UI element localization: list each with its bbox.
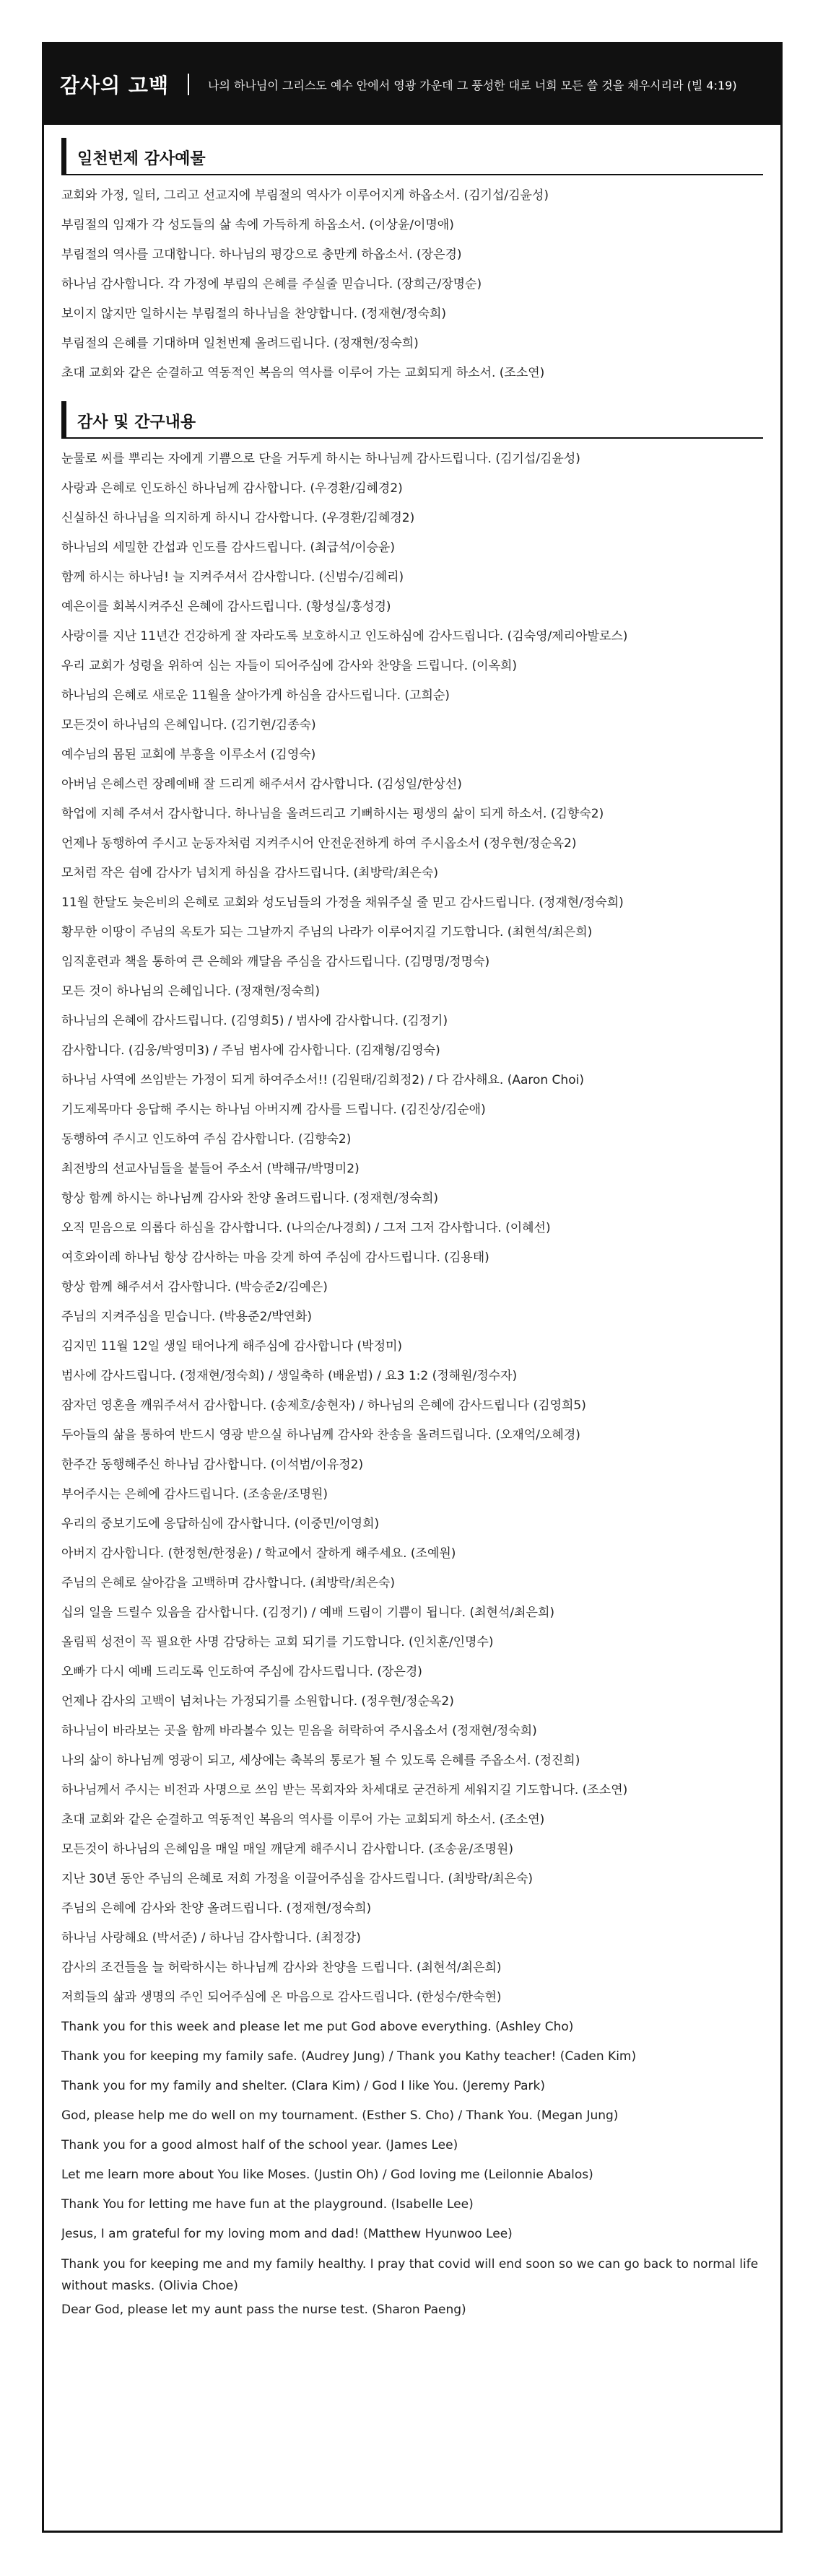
list-item: 항상 함께 하시는 하나님께 감사와 찬양 올려드립니다. (정재현/정숙희) bbox=[61, 1191, 439, 1206]
list-item: God, please help me do well on my tournament. (Esther S. Cho) / Thank You. (Megan Jung) bbox=[61, 2108, 619, 2123]
section-bar bbox=[61, 401, 66, 439]
section-bar bbox=[61, 138, 66, 175]
list-item: 나의 삶이 하나님께 영광이 되고, 세상에는 축복의 통로가 될 수 있도록 은혜를 주옵소서. (정진희) bbox=[61, 1753, 580, 1768]
list-item: 하나님의 세밀한 간섭과 인도를 감사드립니다. (최급석/이승윤) bbox=[61, 540, 395, 555]
list-item: 보이지 않지만 일하시는 부림절의 하나님을 찬양합니다. (정재현/정숙희) bbox=[61, 307, 447, 321]
list-item: 함께 하시는 하나님! 늘 지켜주셔서 감사합니다. (신범수/김혜리) bbox=[61, 570, 404, 584]
list-item: 올림픽 성전이 꼭 필요한 사명 감당하는 교회 되기를 기도합니다. (인치훈/인명수) bbox=[61, 1635, 494, 1650]
list-item: Thank you for keeping me and my family healthy. I pray that covid will end soon so we can go back to normal life without masks. (Olivia Choe) bbox=[61, 2257, 759, 2293]
list-item: 여호와이레 하나님 항상 감사하는 마음 갖게 하여 주심에 감사드립니다. (김용태) bbox=[61, 1250, 489, 1265]
section-header bbox=[61, 401, 763, 439]
list-item: 범사에 감사드립니다. (정재현/정숙희) / 생일축하 (배윤범) / 요3 1:2 (정해원/정수자) bbox=[61, 1369, 518, 1383]
list-item: 한주간 동행해주신 하나님 감사합니다. (이석범/이유정2) bbox=[61, 1458, 364, 1472]
list-item: 감사의 조건들을 늘 허락하시는 하나님께 감사와 찬양을 드립니다. (최현석/최은희) bbox=[61, 1961, 502, 1975]
list-item: 하나님의 은혜에 감사드립니다. (김영희5) / 범사에 감사합니다. (김정기) bbox=[61, 1014, 448, 1028]
list-item: 하나님의 은혜로 새로운 11월을 살아가게 하심을 감사드립니다. (고희순) bbox=[61, 688, 450, 703]
list-item: 저희들의 삶과 생명의 주인 되어주심에 온 마음으로 감사드립니다. (한성수/한숙현) bbox=[61, 1990, 502, 2005]
list-item: 모든것이 하나님의 은혜입니다. (김기현/김종숙) bbox=[61, 718, 316, 732]
list-item: 두아들의 삶을 통하여 반드시 영광 받으실 하나님께 감사와 찬송을 올려드립니다. (오재억/오혜경) bbox=[61, 1428, 580, 1442]
list-item: 잠자던 영혼을 깨워주셔서 감사합니다. (송제호/송현자) / 하나님의 은혜에 감사드립니다 (김영희5) bbox=[61, 1398, 586, 1413]
list-item: 항상 함께 해주셔서 감사합니다. (박승준2/김예은) bbox=[61, 1280, 328, 1294]
list-item: 초대 교회와 같은 순결하고 역동적인 복음의 역사를 이루어 가는 교회되게 하소서. (조소연) bbox=[61, 1813, 545, 1827]
list-item: 언제나 감사의 고백이 넘쳐나는 가정되기를 소원합니다. (정우현/정순옥2) bbox=[61, 1694, 454, 1709]
list-item: 동행하여 주시고 인도하여 주심 감사합니다. (김향숙2) bbox=[61, 1132, 352, 1147]
list-item: 하나님께서 주시는 비전과 사명으로 쓰임 받는 목회자와 차세대로 굳건하게 세워지길 기도합니다. (조소연) bbox=[61, 1783, 628, 1797]
list-item: 하나님 사랑해요 (박서준) / 하나님 감사합니다. (최정강) bbox=[61, 1931, 361, 1945]
list-item: 언제나 동행하여 주시고 눈동자처럼 지켜주시어 안전운전하게 하여 주시옵소서 (정우현/정순옥2) bbox=[61, 836, 577, 851]
list-item: Thank you for my family and shelter. (Clara Kim) / God I like You. (Jeremy Park) bbox=[61, 2079, 545, 2093]
list-item: 교회와 가정, 일터, 그리고 선교지에 부림절의 역사가 이루어지게 하옵소서. (김기섭/김윤성) bbox=[61, 188, 549, 203]
list-item: 예수님의 몸된 교회에 부흥을 이루소서 (김영숙) bbox=[61, 748, 316, 762]
list-item: 아버지 감사합니다. (한정현/한정윤) / 학교에서 잘하게 해주세요. (조예원) bbox=[61, 1546, 456, 1561]
list-item: 사랑이를 지난 11년간 건강하게 잘 자라도록 보호하시고 인도하심에 감사드립니다. (김숙영/제리아발로스) bbox=[61, 629, 628, 644]
list-item: 모처럼 작은 쉼에 감사가 넘치게 하심을 감사드립니다. (최방락/최은숙) bbox=[61, 866, 439, 880]
list-item: 신실하신 하나님을 의지하게 하시니 감사합니다. (우경환/김혜경2) bbox=[61, 511, 415, 525]
list-item: 김지민 11월 12일 생일 태어나게 해주심에 감사합니다 (박정미) bbox=[61, 1339, 403, 1354]
list-item: 하나님 감사합니다. 각 가정에 부림의 은혜를 주실줄 믿습니다. (장희근/장명순) bbox=[61, 277, 482, 292]
list-item: 하나님 사역에 쓰임받는 가정이 되게 하여주소서!! (김원태/김희정2) / 다 감사해요. (Aaron Choi) bbox=[61, 1073, 584, 1087]
list-item: 하나님이 바라보는 곳을 함께 바라볼수 있는 믿음을 허락하여 주시옵소서 (정재현/정숙희) bbox=[61, 1724, 537, 1738]
list-item: 우리 교회가 성령을 위하여 심는 자들이 되어주심에 감사와 찬양을 드립니다. (이옥희) bbox=[61, 659, 518, 673]
list-item: 부림절의 역사를 고대합니다. 하나님의 평강으로 충만케 하옵소서. (장은경) bbox=[61, 247, 462, 262]
section-header bbox=[61, 138, 763, 175]
list-item: 주님의 지켜주심을 믿습니다. (박용준2/박연화) bbox=[61, 1310, 313, 1324]
list-item: 최전방의 선교사님들을 붙들어 주소서 (박해규/박명미2) bbox=[61, 1162, 360, 1176]
list-item: 우리의 중보기도에 응답하심에 감사합니다. (이중민/이영희) bbox=[61, 1517, 380, 1531]
list-item: Let me learn more about You like Moses. (Justin Oh) / God loving me (Leilonnie Abalos) bbox=[61, 2168, 593, 2182]
offering-list bbox=[61, 181, 763, 388]
list-item: 십의 일을 드릴수 있음을 감사합니다. (김정기) / 예배 드림이 기쁨이 됩니다. (최현석/최은희) bbox=[61, 1605, 555, 1620]
header-divider bbox=[188, 74, 189, 95]
prayer-list bbox=[61, 444, 763, 2325]
list-item: 지난 30년 동안 주님의 은혜로 저희 가정을 이끌어주심을 감사드립니다. (최방락/최은숙) bbox=[61, 1872, 534, 1886]
list-item: 감사합니다. (김웅/박영미3) / 주님 범사에 감사합니다. (김재형/김영숙) bbox=[61, 1043, 440, 1058]
list-item: 모든 것이 하나님의 은혜입니다. (정재현/정숙희) bbox=[61, 984, 321, 999]
list-item: Dear God, please let my aunt pass the nurse test. (Sharon Paeng) bbox=[61, 2303, 466, 2317]
list-item: Jesus, I am grateful for my loving mom and dad! (Matthew Hyunwoo Lee) bbox=[61, 2227, 513, 2241]
section-title: 감사 및 간구내용 bbox=[77, 413, 196, 431]
list-item: 주님의 은혜로 살아감을 고백하며 감사합니다. (최방락/최은숙) bbox=[61, 1576, 395, 1590]
list-item: 부림절의 은혜를 기대하며 일천번제 올려드립니다. (정재현/정숙희) bbox=[61, 336, 419, 351]
list-item: 눈물로 씨를 뿌리는 자에게 기쁨으로 단을 거두게 하시는 하나님께 감사드립니다. (김기섭/김윤성) bbox=[61, 452, 580, 466]
list-item: 사랑과 은혜로 인도하신 하나님께 감사합니다. (우경환/김혜경2) bbox=[61, 481, 403, 496]
list-item: 11월 한달도 늦은비의 은혜로 교회와 성도님들의 가정을 채워주실 줄 믿고 감사드립니다. (정재현/정숙희) bbox=[61, 895, 624, 910]
page-frame bbox=[42, 42, 783, 2533]
section-rule bbox=[61, 174, 763, 175]
list-item: 주님의 은혜에 감사와 찬양 올려드립니다. (정재현/정숙희) bbox=[61, 1901, 372, 1916]
list-item: 초대 교회와 같은 순결하고 역동적인 복음의 역사를 이루어 가는 교회되게 하소서. (조소연) bbox=[61, 366, 545, 380]
section-rule bbox=[61, 437, 763, 439]
list-item: 아버님 은혜스런 장례예배 잘 드리게 해주셔서 감사합니다. (김성일/한상선) bbox=[61, 777, 462, 792]
list-item: 예은이를 회복시켜주신 은혜에 감사드립니다. (황성실/홍성경) bbox=[61, 600, 391, 614]
list-item: 기도제목마다 응답해 주시는 하나님 아버지께 감사를 드립니다. (김진상/김순애) bbox=[61, 1103, 486, 1117]
header-verse: 나의 하나님이 그리스도 예수 안에서 영광 가운데 그 풍성한 대로 너희 모든 쓸 것을 채우시리라 (빌 4:19) bbox=[208, 78, 737, 92]
list-item: 모든것이 하나님의 은혜임을 매일 매일 깨닫게 해주시니 감사합니다. (조송윤/조명원) bbox=[61, 1842, 513, 1857]
page-header bbox=[44, 44, 780, 125]
page-title: 감사의 고백 bbox=[60, 74, 169, 97]
list-item: Thank you for keeping my family safe. (Audrey Jung) / Thank you Kathy teacher! (Caden Kim) bbox=[61, 2049, 637, 2064]
list-item: 황무한 이땅이 주님의 옥토가 되는 그날까지 주님의 나라가 이루어지길 기도합니다. (최현석/최은희) bbox=[61, 925, 593, 939]
section-thousand-offerings bbox=[44, 138, 780, 388]
list-item: Thank you for this week and please let me put God above everything. (Ashley Cho) bbox=[61, 2020, 574, 2034]
section-thanks-prayers bbox=[44, 401, 780, 2325]
list-item: 오빠가 다시 예배 드리도록 인도하여 주심에 감사드립니다. (장은경) bbox=[61, 1665, 422, 1679]
list-item: Thank You for letting me have fun at the playground. (Isabelle Lee) bbox=[61, 2197, 474, 2212]
list-item: 학업에 지혜 주셔서 감사합니다. 하나님을 올려드리고 기뻐하시는 평생의 삶이 되게 하소서. (김향숙2) bbox=[61, 807, 604, 821]
section-title: 일천번제 감사예물 bbox=[77, 150, 206, 168]
list-item: 오직 믿음으로 의롭다 하심을 감사합니다. (나의순/나경희) / 그저 그저 감사합니다. (이혜선) bbox=[61, 1221, 551, 1235]
list-item: 부림절의 임재가 각 성도들의 삶 속에 가득하게 하옵소서. (이상윤/이명애) bbox=[61, 218, 454, 232]
list-item: Thank you for a good almost half of the school year. (James Lee) bbox=[61, 2138, 458, 2152]
list-item: 임직훈련과 책을 통하여 큰 은혜와 깨달음 주심을 감사드립니다. (김명명/정명숙) bbox=[61, 955, 490, 969]
list-item: 부어주시는 은혜에 감사드립니다. (조송윤/조명원) bbox=[61, 1487, 328, 1502]
